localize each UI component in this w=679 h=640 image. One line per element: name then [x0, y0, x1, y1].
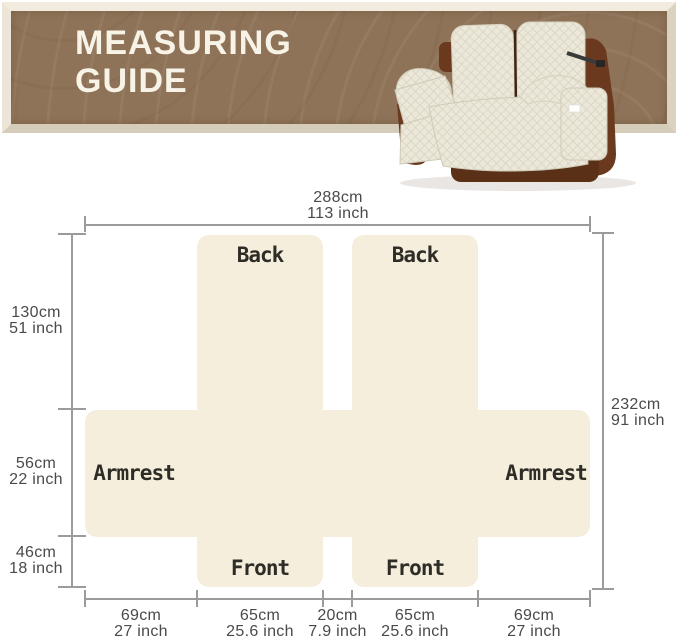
dim-top-in: 113 inch [307, 204, 369, 222]
dim-left-tick-3 [58, 586, 86, 588]
dim-left-2-cm: 46cm [15, 544, 57, 561]
dim-bottom-0-in: 27 inch [114, 622, 168, 640]
dim-bottom-4-cm: 69cm [513, 607, 555, 624]
dim-bottom-label-3 [370, 608, 460, 639]
dim-right-tick-top [592, 232, 614, 234]
cover-diagram-shape [85, 235, 590, 587]
dim-bottom-0-cm: 69cm [120, 607, 162, 624]
dim-bottom-tick-5 [589, 590, 591, 607]
page-title [75, 24, 292, 100]
dim-bottom-tick-4 [477, 590, 479, 607]
dim-bottom-label-1 [215, 608, 305, 639]
dim-left-tick-1 [58, 408, 86, 410]
dim-left-0-cm: 130cm [11, 304, 61, 321]
dim-top-label [85, 190, 591, 221]
front-right-label: Front [385, 556, 445, 580]
dim-bottom-3-cm: 65cm [394, 607, 436, 624]
armrest-left-label: Armrest [93, 461, 175, 485]
page-title-line2: GUIDE [75, 62, 188, 100]
dim-bottom-label-0 [96, 608, 186, 639]
back-left-label: Back [236, 243, 284, 267]
dim-bottom-2-in: 7.9 inch [308, 622, 367, 640]
dim-left-label-1 [4, 456, 68, 487]
page-title-line1: MEASURING [75, 24, 292, 62]
dim-left-label-0 [4, 305, 68, 336]
dim-bottom-1-in: 25.6 inch [226, 622, 294, 640]
dim-bottom-tick-0 [84, 590, 86, 607]
dim-top-cm: 288cm [313, 189, 363, 206]
dim-left-1-cm: 56cm [15, 455, 57, 472]
dim-bottom-2-cm: 20cm [317, 607, 358, 624]
dim-right-in: 91 inch [611, 411, 665, 429]
dim-left-1-in: 22 inch [9, 470, 63, 488]
dim-top-line [85, 224, 591, 226]
dim-left-tick-2 [58, 535, 86, 537]
dim-bottom-tick-3 [351, 590, 353, 607]
dim-left-2-in: 18 inch [9, 559, 63, 577]
dim-bottom-4-in: 27 inch [507, 622, 561, 640]
dim-left-tick-0 [58, 233, 86, 235]
back-right-label: Back [391, 243, 439, 267]
front-left-label: Front [230, 556, 290, 580]
dim-left-0-in: 51 inch [9, 319, 63, 337]
recliner-loveseat-image [393, 6, 679, 192]
dim-bottom-line [85, 598, 591, 600]
dim-right-label [611, 397, 679, 428]
dim-right-cm: 232cm [611, 396, 661, 413]
armrest-right-label: Armrest [505, 461, 587, 485]
dim-bottom-tick-2 [322, 590, 324, 607]
dim-bottom-label-2 [300, 608, 375, 639]
dim-bottom-tick-1 [196, 590, 198, 607]
dim-right-line [602, 233, 604, 590]
dim-bottom-3-in: 25.6 inch [381, 622, 449, 640]
dim-right-tick-bottom [592, 588, 614, 590]
dim-left-label-2 [4, 545, 68, 576]
dim-bottom-label-4 [489, 608, 579, 639]
dim-bottom-1-cm: 65cm [239, 607, 281, 624]
